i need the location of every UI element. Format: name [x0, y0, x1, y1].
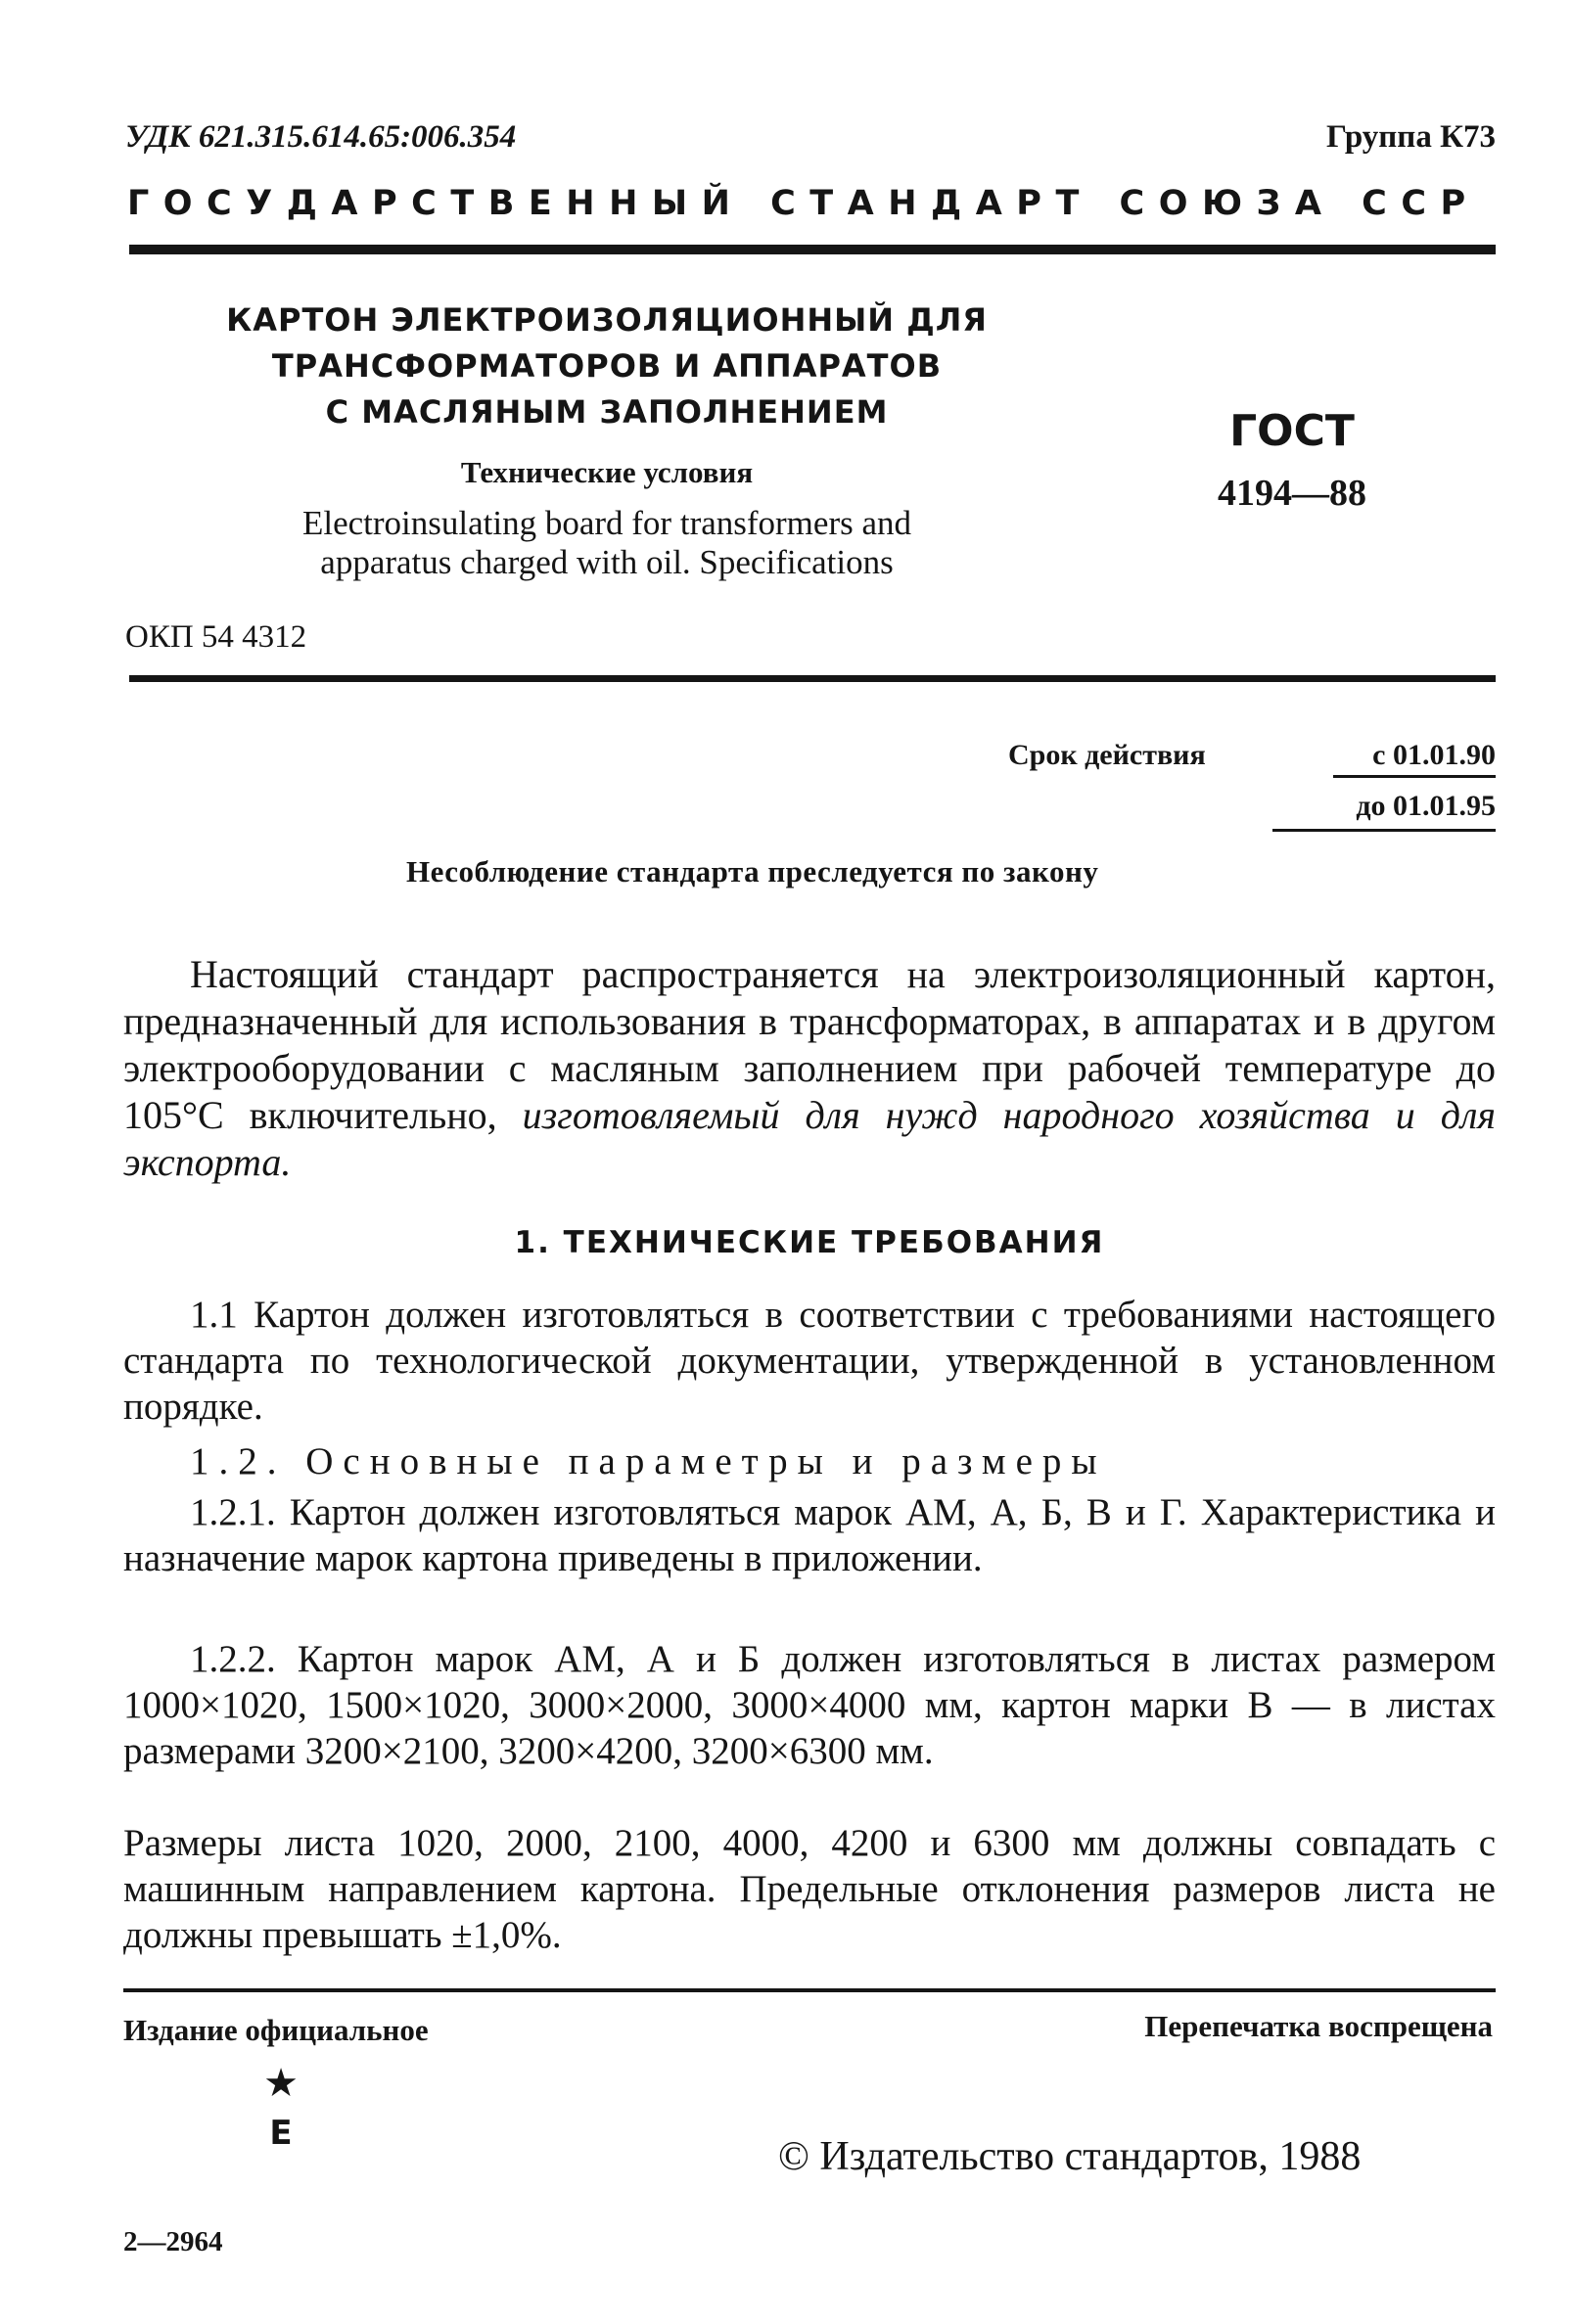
paragraph-1-2-2: 1.2.2. Картон марок АМ, А и Б должен изготовляться в листах размером 1000×1020, 1500×1020, 3000×2000, 3000×4000 мм, картон марки В — в листах размерами 3200×2100, 3200×4200, 3200×6300 мм.	[123, 1638, 1496, 1772]
group-code: Группа К73	[1325, 119, 1496, 155]
subtitle: Технические условия	[460, 455, 754, 489]
okp-code: ОКП 54 4312	[125, 619, 307, 655]
intro-paragraph	[123, 951, 1496, 1186]
edition-letter: Е	[269, 2114, 293, 2153]
paragraph-1-1: 1.1 Картон должен изготовляться в соответствии с требованиями настоящего стандарта по технологической документации, утвержденной в установленном порядке.	[123, 1294, 1496, 1428]
validity-to: до 01.01.95	[1356, 790, 1496, 822]
validity-from-underline	[1333, 775, 1496, 778]
validity-label: Срок действия	[1008, 739, 1206, 771]
reprint-prohibited: Перепечатка воспрещена	[1144, 2009, 1493, 2043]
official-edition: Издание официальное	[123, 2013, 429, 2047]
paragraph-1-2: 1.2. Основные параметры и размеры	[190, 1440, 1107, 1482]
state-standard-banner: ГОСУДАРСТВЕННЫЙ СТАНДАРТ СОЮЗА ССР	[127, 184, 1480, 223]
print-code: 2—2964	[123, 2226, 223, 2257]
paragraph-sheet-sizes: Размеры листа 1020, 2000, 2100, 4000, 4200 и 6300 мм должны совпадать с машинным направлением картона. Предельные отклонения размеров листа не должны превышать ±1,0%.	[123, 1822, 1496, 1956]
validity-from: с 01.01.90	[1372, 739, 1496, 771]
paragraph-1-2-1: 1.2.1. Картон должен изготовляться марок АМ, А, Б, В и Г. Характеристика и назначение марок картона приведены в приложении.	[123, 1491, 1496, 1579]
footer-rule	[123, 1988, 1496, 1992]
english-title-line-1: Electroinsulating board for transformers and	[301, 504, 912, 542]
intro-text-italic: изготовляемый для нужд народного хозяйства и для экспорта.	[123, 1093, 1496, 1184]
intro-text: Настоящий стандарт распространяется на электроизоляционный картон, предназначенный для использования в трансформаторах, в аппаратах и в другом электрооборудовании с масляным заполнением при рабочей температуре до 105°С включительно,	[123, 952, 1496, 1137]
title-line-2: ТРАНСФОРМАТОРОВ И АППАРАТОВ	[271, 347, 943, 385]
title-line-1: КАРТОН ЭЛЕКТРОИЗОЛЯЦИОННЫЙ ДЛЯ	[226, 301, 988, 339]
star-icon: ★	[263, 2061, 299, 2105]
english-title-line-2: apparatus charged with oil. Specifications	[320, 543, 894, 581]
copyright: © Издательство стандартов, 1988	[778, 2134, 1362, 2179]
gost-number: 4194—88	[1218, 473, 1366, 514]
udk-code: УДК 621.315.614.65:006.354	[125, 119, 517, 155]
banner-rule	[129, 245, 1496, 254]
title-line-3: С МАСЛЯНЫМ ЗАПОЛНЕНИЕМ	[325, 393, 889, 431]
legal-notice: Несоблюдение стандарта преследуется по закону	[406, 854, 1099, 889]
title-rule	[129, 675, 1496, 682]
gost-label: ГОСТ	[1229, 406, 1355, 456]
validity-to-underline	[1272, 829, 1496, 832]
section-heading: 1. ТЕХНИЧЕСКИЕ ТРЕБОВАНИЯ	[514, 1225, 1105, 1260]
